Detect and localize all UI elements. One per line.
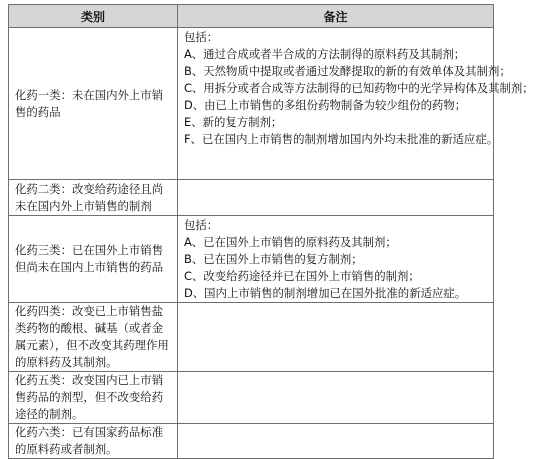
category-text: 化药六类：已有国家药品标准的原料药或者制剂。 bbox=[15, 425, 164, 456]
category-cell bbox=[9, 216, 178, 303]
table-row bbox=[9, 372, 494, 424]
note-line: C、用拆分或者合成等方法制得的已知药物中的光学异构体及其制剂； bbox=[184, 81, 534, 95]
note-line: 包括： bbox=[184, 218, 219, 232]
category-text: 化药四类：改变已上市销售盐类药物的酸根、碱基（或者金属元素），但不改变其药理作用的原料药及其制剂。 bbox=[15, 304, 169, 369]
category-cell bbox=[9, 424, 178, 459]
table-row bbox=[9, 180, 494, 216]
notes-cell bbox=[178, 424, 494, 459]
note-line: D、国内上市销售的制剂增加已在国外批准的新适应症。 bbox=[184, 286, 467, 300]
notes-cell bbox=[178, 372, 494, 424]
header-category: 类别 bbox=[9, 5, 178, 28]
header-row bbox=[9, 5, 494, 28]
note-line: B、已在国外上市销售的复方制剂； bbox=[184, 252, 363, 266]
note-line: C、改变给药途径并已在国外上市销售的制剂； bbox=[184, 269, 420, 283]
notes-cell bbox=[178, 216, 494, 303]
table-row bbox=[9, 303, 494, 372]
header-notes: 备注 bbox=[178, 5, 494, 28]
note-line: A、通过合成或者半合成的方法制得的原料药及其制剂； bbox=[184, 47, 466, 61]
note-line: D、由已上市销售的多组份药物制备为较少组份的药物； bbox=[184, 98, 467, 112]
note-line: A、已在国外上市销售的原料药及其制剂； bbox=[184, 235, 397, 249]
table-row bbox=[9, 216, 494, 303]
note-line: 包括： bbox=[184, 30, 219, 44]
table-row bbox=[9, 28, 494, 180]
category-text: 化药一类：未在国内外上市销售的药品 bbox=[15, 87, 164, 119]
note-line: E、新的复方制剂； bbox=[184, 115, 283, 129]
note-line: F、已在国内上市销售的制剂增加国内外均未批准的新适应症。 bbox=[184, 132, 499, 146]
category-text: 化药二类：改变给药途径且尚未在国内外上市销售的制剂 bbox=[15, 181, 164, 213]
notes-cell bbox=[178, 28, 534, 180]
note-line: B、天然物质中提取或者通过发酵提取的新的有效单体及其制剂； bbox=[184, 64, 511, 78]
category-cell bbox=[9, 180, 178, 216]
notes-cell bbox=[178, 180, 494, 216]
table-row bbox=[9, 424, 494, 459]
category-cell bbox=[9, 303, 178, 372]
category-text: 化药五类：改变国内已上市销售药品的剂型，但不改变给药途径的制剂。 bbox=[15, 373, 164, 421]
notes-cell bbox=[178, 303, 494, 372]
category-cell bbox=[9, 28, 178, 180]
drug-category-table bbox=[8, 4, 534, 459]
category-text: 化药三类：已在国外上市销售但尚未在国内上市销售的药品 bbox=[15, 243, 164, 274]
category-cell bbox=[9, 372, 178, 424]
